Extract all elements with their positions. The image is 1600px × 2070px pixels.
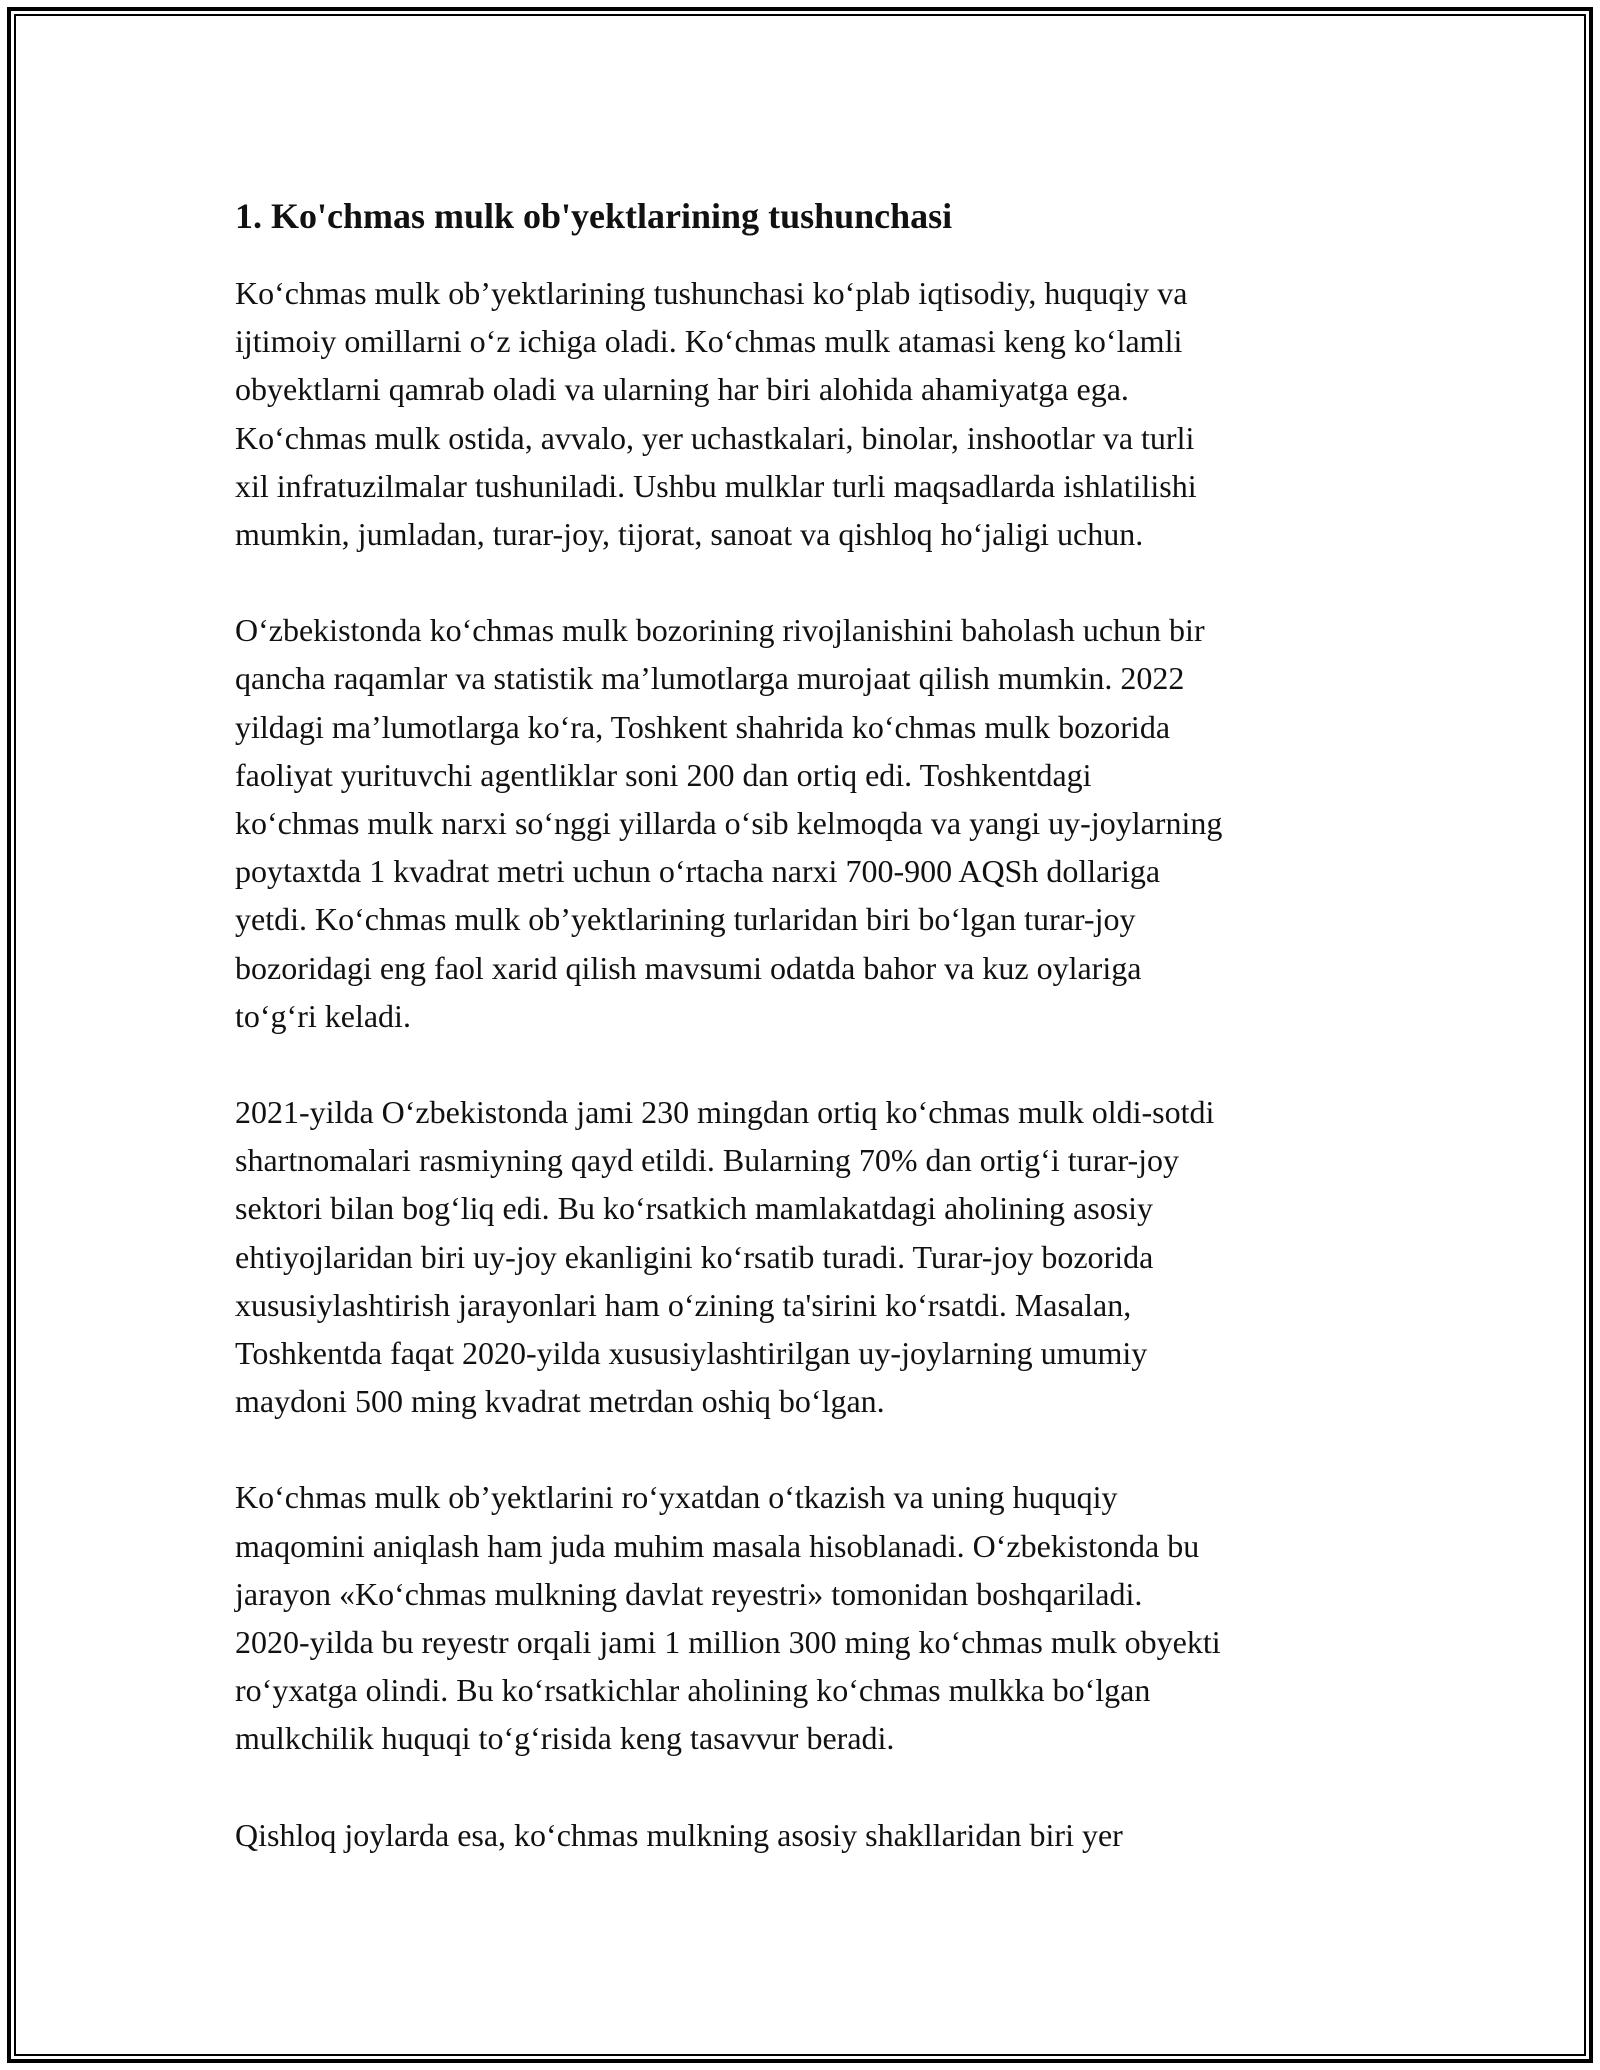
text-line: Koʻchmas mulk obʼyektlarining tushunchasi koʻplab iqtisodiy, huquqiy va [235, 275, 1188, 311]
paragraph-1 [235, 269, 1415, 558]
paragraph-2 [235, 606, 1415, 1040]
document-body [235, 185, 1415, 1907]
text-line: ijtimoiy omillarni oʻz ichiga oladi. Koʻchmas mulk atamasi keng koʻlamli [235, 323, 1183, 360]
text-line: roʻyxatga olindi. Bu koʻrsatkichlar aholining koʻchmas mulkka boʻlgan [235, 1672, 1151, 1709]
text-line: ehtiyojlaridan biri uy-joy ekanligini koʻrsatib turadi. Turar-joy bozorida [235, 1238, 1154, 1275]
text-line: Qishloq joylarda esa, koʻchmas mulkning asosiy shakllaridan biri yer [235, 1816, 1123, 1853]
text-line: 2021-yilda Oʻzbekistonda jami 230 mingdan ortiq koʻchmas mulk oldi-sotdi [235, 1094, 1215, 1131]
text-line: xil infratuzilmalar tushuniladi. Ushbu mulklar turli maqsadlarda ishlatilishi [235, 467, 1197, 504]
text-line: yildagi maʼlumotlarga koʻra, Toshkent shahrida koʻchmas mulk bozorida [235, 708, 1171, 745]
text-line: faoliyat yurituvchi agentliklar soni 200 dan ortiq edi. Toshkentdagi [235, 756, 1092, 793]
text-line: jarayon «Koʻchmas mulkning davlat reyestri» tomonidan boshqariladi. [235, 1575, 1143, 1612]
text-line: sektori bilan bogʻliq edi. Bu koʻrsatkich mamlakatdagi aholining asosiy [235, 1190, 1154, 1227]
paragraph-5 [235, 1811, 1415, 1859]
text-line: shartnomalari rasmiyning qayd etildi. Bularning 70% dan ortigʻi turar-joy [235, 1142, 1180, 1179]
section-heading: 1. Ko'chmas mulk ob'yektlarining tushunchasi [235, 196, 953, 236]
text-line: Koʻchmas mulk ostida, avvalo, yer uchastkalari, binolar, inshootlar va turli [235, 419, 1195, 456]
text-line: Koʻchmas mulk obʼyektlarini roʻyxatdan oʻtkazish va uning huquqiy [235, 1479, 1118, 1516]
text-line: qancha raqamlar va statistik maʼlumotlarga murojaat qilish mumkin. 2022 [235, 660, 1185, 697]
text-line: maqomini aniqlash ham juda muhim masala hisoblanadi. Oʻzbekistonda bu [235, 1527, 1200, 1564]
paragraph-4 [235, 1473, 1415, 1762]
text-line: maydoni 500 ming kvadrat metrdan oshiq boʻlgan. [235, 1383, 885, 1420]
text-line: Oʻzbekistonda koʻchmas mulk bozorining rivojlanishini baholash uchun bir [235, 612, 1205, 649]
text-line: yetdi. Koʻchmas mulk obʼyektlarining turlaridan biri boʻlgan turar-joy [235, 901, 1136, 938]
text-line: mulkchilik huquqi toʻgʻrisida keng tasavvur beradi. [235, 1720, 895, 1757]
text-line: toʻgʻri keladi. [235, 997, 411, 1034]
text-line: mumkin, jumladan, turar-joy, tijorat, sanoat va qishloq hoʻjaligi uchun. [235, 516, 1144, 553]
text-line: 2020-yilda bu reyestr orqali jami 1 million 300 ming koʻchmas mulk obyekti [235, 1624, 1221, 1661]
text-line: poytaxtda 1 kvadrat metri uchun oʻrtacha narxi 700-900 AQSh dollariga [235, 853, 1161, 890]
text-line: obyektlarni qamrab oladi va ularning har biri alohida ahamiyatga ega. [235, 371, 1129, 408]
text-line: Toshkentda faqat 2020-yilda xususiylashtirilgan uy-joylarning umumiy [235, 1335, 1148, 1372]
text-line: bozoridagi eng faol xarid qilish mavsumi odatda bahor va kuz oylariga [235, 949, 1142, 986]
text-line: xususiylashtirish jarayonlari ham oʻzining ta'sirini koʻrsatdi. Masalan, [235, 1286, 1132, 1323]
text-line: koʻchmas mulk narxi soʻnggi yillarda oʻsib kelmoqda va yangi uy-joylarning [235, 805, 1223, 842]
paragraph-3 [235, 1088, 1415, 1425]
